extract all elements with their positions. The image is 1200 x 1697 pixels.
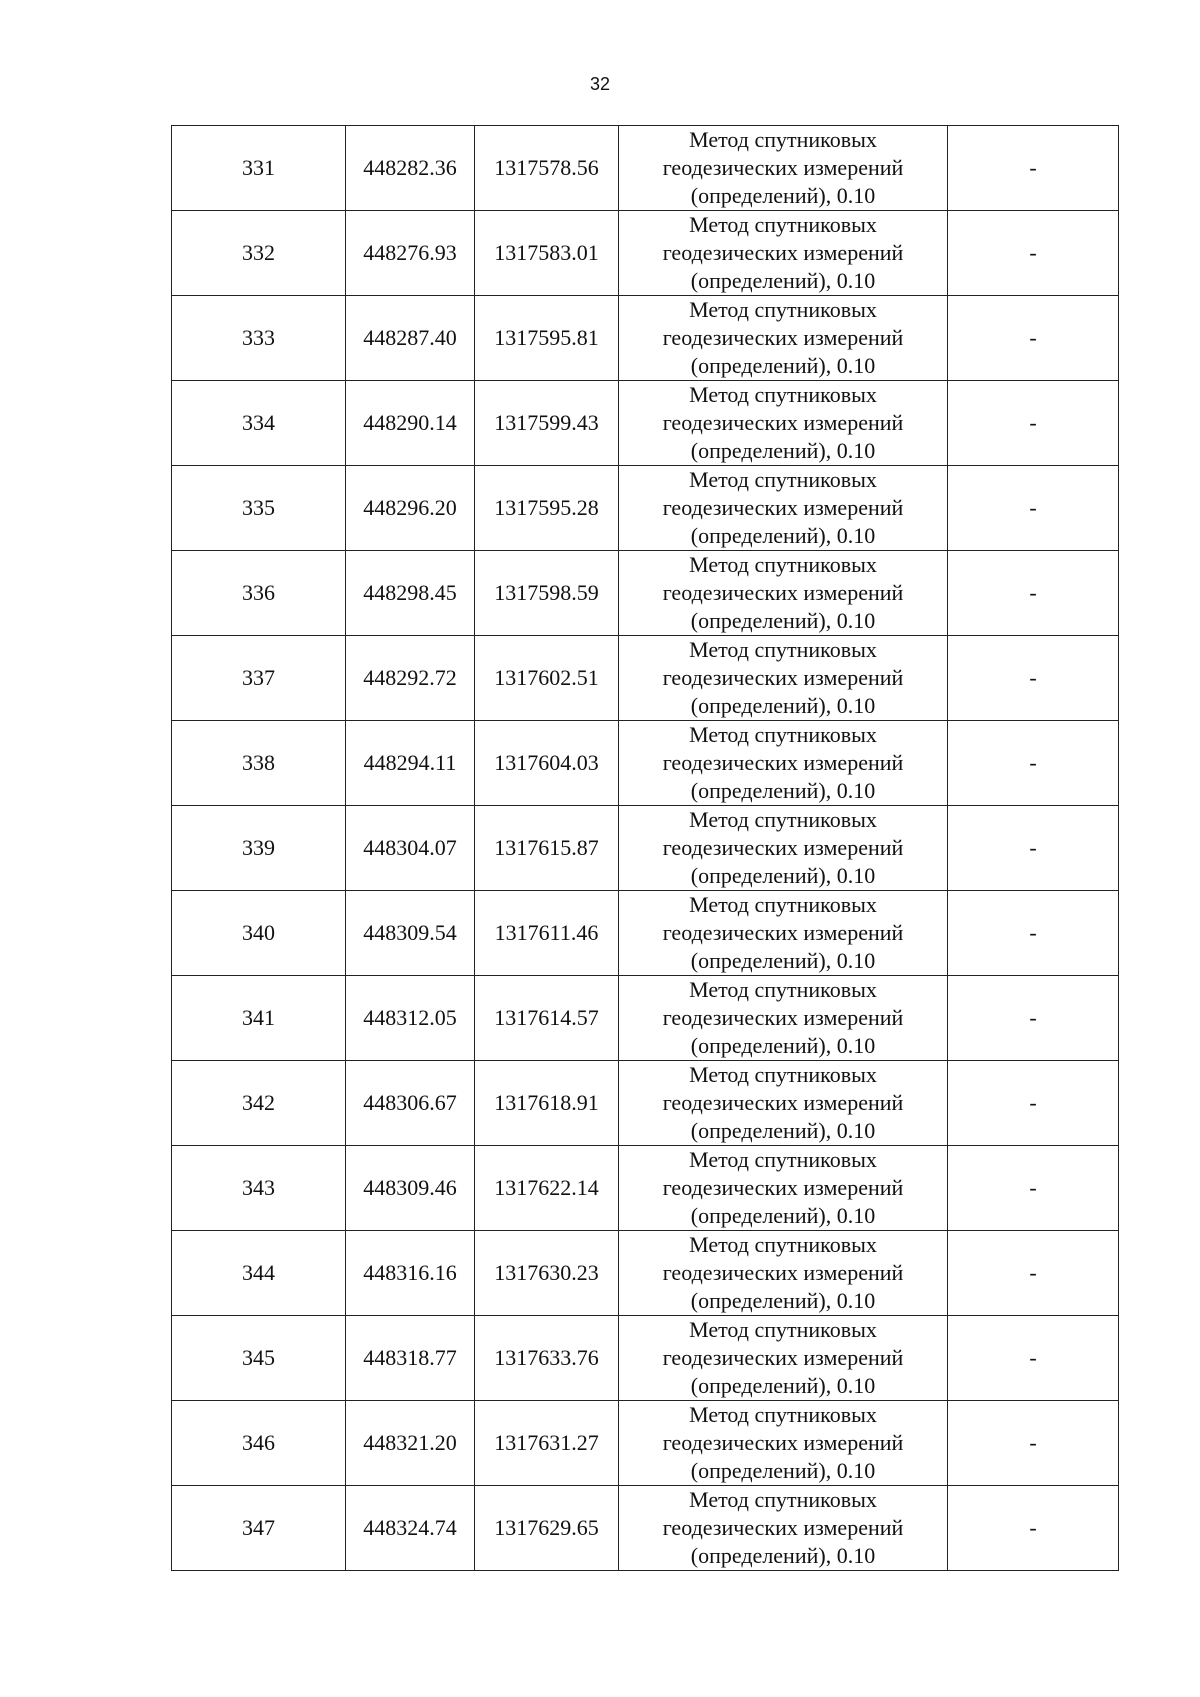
x-coordinate-cell: 448287.40 [346,296,475,381]
y-coordinate-cell: 1317618.91 [475,1061,619,1146]
method-cell [619,1061,948,1146]
method-line: Метод спутниковых [689,1402,877,1427]
description-cell: - [948,1316,1119,1401]
method-line: (определений), 0.10 [690,1118,876,1143]
method-line: Метод спутниковых [689,1232,877,1257]
method-cell [619,1146,948,1231]
description-cell: - [948,1231,1119,1316]
x-coordinate-cell: 448309.46 [346,1146,475,1231]
table-row [172,126,1119,211]
method-cell [619,1316,948,1401]
description-cell: - [948,381,1119,466]
method-line: Метод спутниковых [689,1317,877,1342]
x-coordinate-cell: 448292.72 [346,636,475,721]
y-coordinate-cell: 1317599.43 [475,381,619,466]
x-coordinate-cell: 448324.74 [346,1486,475,1571]
method-line: Метод спутниковых [689,977,877,1002]
point-number-cell: 342 [172,1061,346,1146]
method-line: Метод спутниковых [689,382,877,407]
method-cell [619,211,948,296]
coordinates-table [171,125,1119,1571]
method-line: геодезических измерений [662,1430,904,1455]
method-cell [619,126,948,211]
point-number-cell: 332 [172,211,346,296]
table-row [172,1316,1119,1401]
y-coordinate-cell: 1317611.46 [475,891,619,976]
method-line: (определений), 0.10 [690,268,876,293]
method-line: Метод спутниковых [689,467,877,492]
point-number-cell: 343 [172,1146,346,1231]
y-coordinate-cell: 1317622.14 [475,1146,619,1231]
method-line: (определений), 0.10 [690,693,876,718]
method-line: (определений), 0.10 [690,523,876,548]
description-cell: - [948,1401,1119,1486]
method-line: (определений), 0.10 [690,948,876,973]
point-number-cell: 337 [172,636,346,721]
table-row [172,381,1119,466]
method-line: геодезических измерений [662,325,904,350]
x-coordinate-cell: 448309.54 [346,891,475,976]
x-coordinate-cell: 448276.93 [346,211,475,296]
method-line: Метод спутниковых [689,1487,877,1512]
table-row [172,721,1119,806]
table-row [172,1146,1119,1231]
point-number-cell: 336 [172,551,346,636]
method-line: геодезических измерений [662,665,904,690]
y-coordinate-cell: 1317614.57 [475,976,619,1061]
y-coordinate-cell: 1317631.27 [475,1401,619,1486]
x-coordinate-cell: 448312.05 [346,976,475,1061]
method-line: геодезических измерений [662,920,904,945]
method-line: (определений), 0.10 [690,1033,876,1058]
y-coordinate-cell: 1317578.56 [475,126,619,211]
method-line: геодезических измерений [662,495,904,520]
y-coordinate-cell: 1317629.65 [475,1486,619,1571]
method-line: (определений), 0.10 [690,608,876,633]
method-line: Метод спутниковых [689,127,877,152]
table-row [172,466,1119,551]
description-cell: - [948,1061,1119,1146]
x-coordinate-cell: 448298.45 [346,551,475,636]
description-cell: - [948,976,1119,1061]
method-line: (определений), 0.10 [690,438,876,463]
method-line: (определений), 0.10 [690,1543,876,1568]
description-cell: - [948,126,1119,211]
coordinates-table-body [172,126,1119,1571]
description-cell: - [948,1486,1119,1571]
method-cell [619,296,948,381]
y-coordinate-cell: 1317630.23 [475,1231,619,1316]
method-line: Метод спутниковых [689,892,877,917]
y-coordinate-cell: 1317595.81 [475,296,619,381]
description-cell: - [948,296,1119,381]
method-line: геодезических измерений [662,835,904,860]
point-number-cell: 345 [172,1316,346,1401]
table-row [172,551,1119,636]
description-cell: - [948,806,1119,891]
method-line: Метод спутниковых [689,297,877,322]
method-cell [619,1231,948,1316]
description-cell: - [948,466,1119,551]
method-cell [619,1401,948,1486]
point-number-cell: 344 [172,1231,346,1316]
table-row [172,1401,1119,1486]
x-coordinate-cell: 448282.36 [346,126,475,211]
method-cell [619,381,948,466]
method-line: Метод спутниковых [689,552,877,577]
method-line: геодезических измерений [662,1515,904,1540]
method-line: геодезических измерений [662,1090,904,1115]
method-line: Метод спутниковых [689,722,877,747]
method-line: Метод спутниковых [689,1147,877,1172]
point-number-cell: 331 [172,126,346,211]
method-line: геодезических измерений [662,410,904,435]
x-coordinate-cell: 448318.77 [346,1316,475,1401]
method-cell [619,721,948,806]
method-line: Метод спутниковых [689,807,877,832]
method-line: (определений), 0.10 [690,1458,876,1483]
point-number-cell: 347 [172,1486,346,1571]
method-line: (определений), 0.10 [690,1288,876,1313]
table-row [172,296,1119,381]
x-coordinate-cell: 448316.16 [346,1231,475,1316]
description-cell: - [948,636,1119,721]
method-cell [619,636,948,721]
method-line: геодезических измерений [662,1175,904,1200]
method-line: Метод спутниковых [689,1062,877,1087]
table-row [172,211,1119,296]
description-cell: - [948,1146,1119,1231]
method-line: геодезических измерений [662,580,904,605]
x-coordinate-cell: 448321.20 [346,1401,475,1486]
description-cell: - [948,891,1119,976]
method-line: (определений), 0.10 [690,1373,876,1398]
method-line: геодезических измерений [662,155,904,180]
y-coordinate-cell: 1317615.87 [475,806,619,891]
point-number-cell: 346 [172,1401,346,1486]
description-cell: - [948,211,1119,296]
y-coordinate-cell: 1317602.51 [475,636,619,721]
y-coordinate-cell: 1317604.03 [475,721,619,806]
table-row [172,891,1119,976]
y-coordinate-cell: 1317633.76 [475,1316,619,1401]
method-line: (определений), 0.10 [690,1203,876,1228]
x-coordinate-cell: 448294.11 [346,721,475,806]
method-line: (определений), 0.10 [690,863,876,888]
y-coordinate-cell: 1317598.59 [475,551,619,636]
method-line: геодезических измерений [662,1260,904,1285]
point-number-cell: 341 [172,976,346,1061]
description-cell: - [948,721,1119,806]
table-row [172,636,1119,721]
method-line: геодезических измерений [662,750,904,775]
method-cell [619,551,948,636]
y-coordinate-cell: 1317583.01 [475,211,619,296]
table-row [172,1486,1119,1571]
method-cell [619,466,948,551]
method-line: геодезических измерений [662,1345,904,1370]
x-coordinate-cell: 448296.20 [346,466,475,551]
point-number-cell: 335 [172,466,346,551]
method-line: геодезических измерений [662,1005,904,1030]
table-row [172,1231,1119,1316]
method-line: Метод спутниковых [689,637,877,662]
point-number-cell: 338 [172,721,346,806]
x-coordinate-cell: 448304.07 [346,806,475,891]
point-number-cell: 334 [172,381,346,466]
description-cell: - [948,551,1119,636]
table-row [172,1061,1119,1146]
point-number-cell: 333 [172,296,346,381]
method-line: (определений), 0.10 [690,353,876,378]
method-cell [619,806,948,891]
method-cell [619,1486,948,1571]
table-row [172,806,1119,891]
y-coordinate-cell: 1317595.28 [475,466,619,551]
page-number: 32 [589,74,611,94]
method-cell [619,891,948,976]
point-number-cell: 339 [172,806,346,891]
point-number-cell: 340 [172,891,346,976]
method-line: геодезических измерений [662,240,904,265]
x-coordinate-cell: 448306.67 [346,1061,475,1146]
method-line: (определений), 0.10 [690,778,876,803]
method-cell [619,976,948,1061]
method-line: (определений), 0.10 [690,183,876,208]
table-row [172,976,1119,1061]
x-coordinate-cell: 448290.14 [346,381,475,466]
method-line: Метод спутниковых [689,212,877,237]
